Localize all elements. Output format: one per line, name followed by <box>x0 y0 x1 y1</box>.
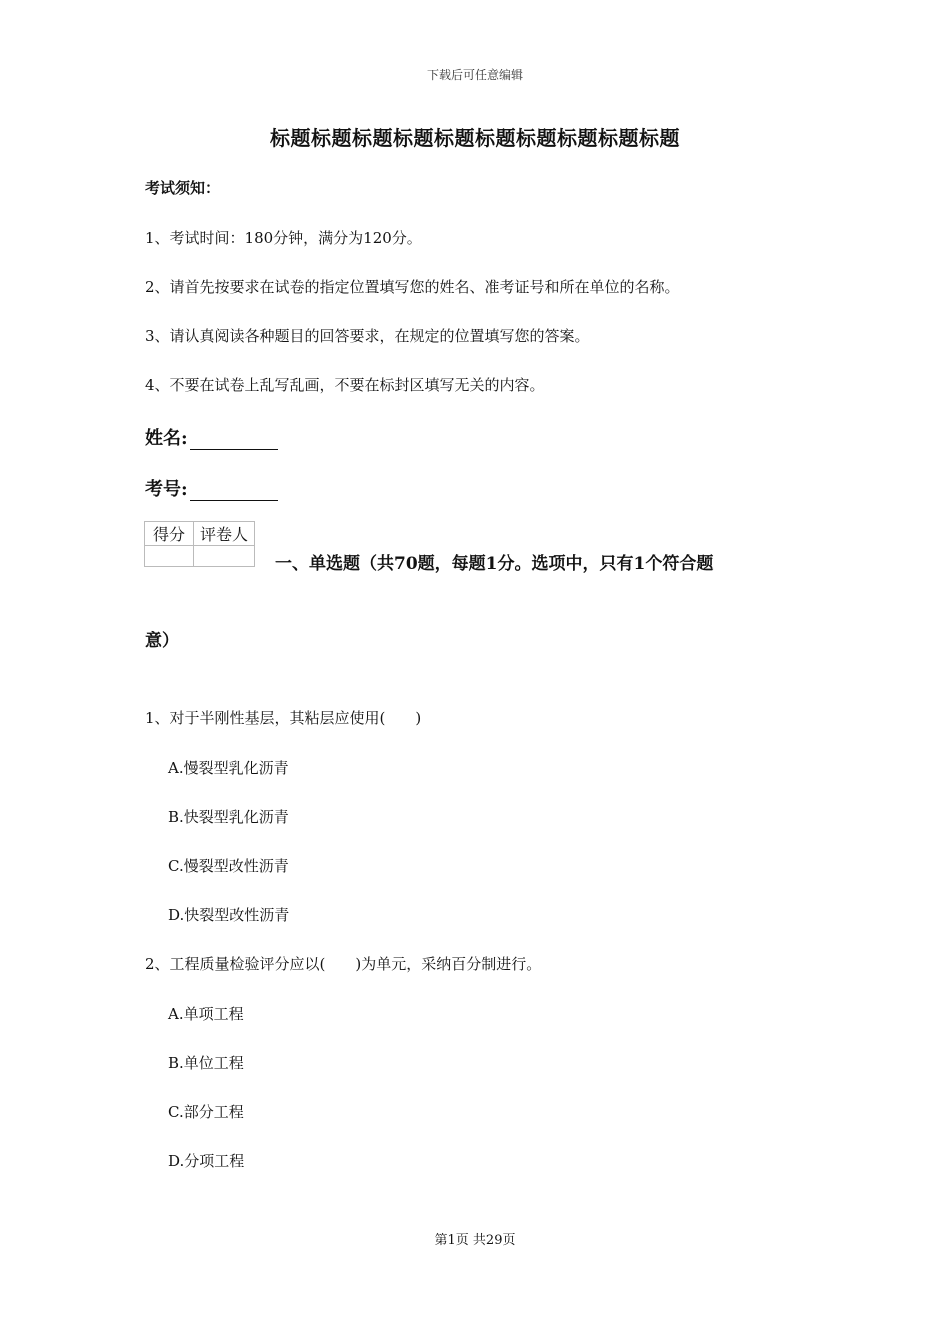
option-b: B.快裂型乳化沥青 <box>168 808 289 826</box>
score-table <box>144 521 255 567</box>
question-2: 2、工程质量检验评分应以( )为单元，采纳百分制进行。 <box>145 955 542 973</box>
score-cell[interactable] <box>145 546 194 567</box>
header-note: 下载后可任意编辑 <box>426 68 523 82</box>
notice-item: 4、不要在试卷上乱写乱画，不要在标封区填写无关的内容。 <box>145 376 545 394</box>
question-1: 1、对于半刚性基层，其粘层应使用( ) <box>145 709 422 727</box>
notice-item: 3、请认真阅读各种题目的回答要求，在规定的位置填写您的答案。 <box>145 327 590 345</box>
option-a: A.慢裂型乳化沥青 <box>168 759 289 777</box>
option-d: D.分项工程 <box>168 1152 245 1170</box>
option-c: C.慢裂型改性沥青 <box>168 857 289 875</box>
grader-cell[interactable] <box>194 546 255 567</box>
page-footer: 第1页 共29页 <box>434 1233 516 1248</box>
score-header: 得分 <box>145 522 194 546</box>
name-label: 姓名: <box>145 428 188 449</box>
id-blank[interactable] <box>190 482 278 501</box>
name-blank[interactable] <box>190 431 278 450</box>
section-title: 一、单选题（共70题，每题1分。选项中，只有1个符合题 <box>275 554 714 574</box>
section-title-continued: 意） <box>145 631 179 651</box>
notice-item: 2、请首先按要求在试卷的指定位置填写您的姓名、准考证号和所在单位的名称。 <box>145 278 680 296</box>
option-c: C.部分工程 <box>168 1103 244 1121</box>
option-a: A.单项工程 <box>168 1005 244 1023</box>
option-b: B.单位工程 <box>168 1054 244 1072</box>
notice-heading: 考试须知： <box>145 179 221 197</box>
id-field <box>145 475 278 501</box>
grader-header: 评卷人 <box>194 522 255 546</box>
document-title: 标题标题标题标题标题标题标题标题标题标题 <box>270 126 680 150</box>
option-d: D.快裂型改性沥青 <box>168 906 290 924</box>
notice-item: 1、考试时间：180分钟，满分为120分。 <box>145 229 422 247</box>
name-field <box>145 424 278 450</box>
id-label: 考号: <box>145 479 188 500</box>
